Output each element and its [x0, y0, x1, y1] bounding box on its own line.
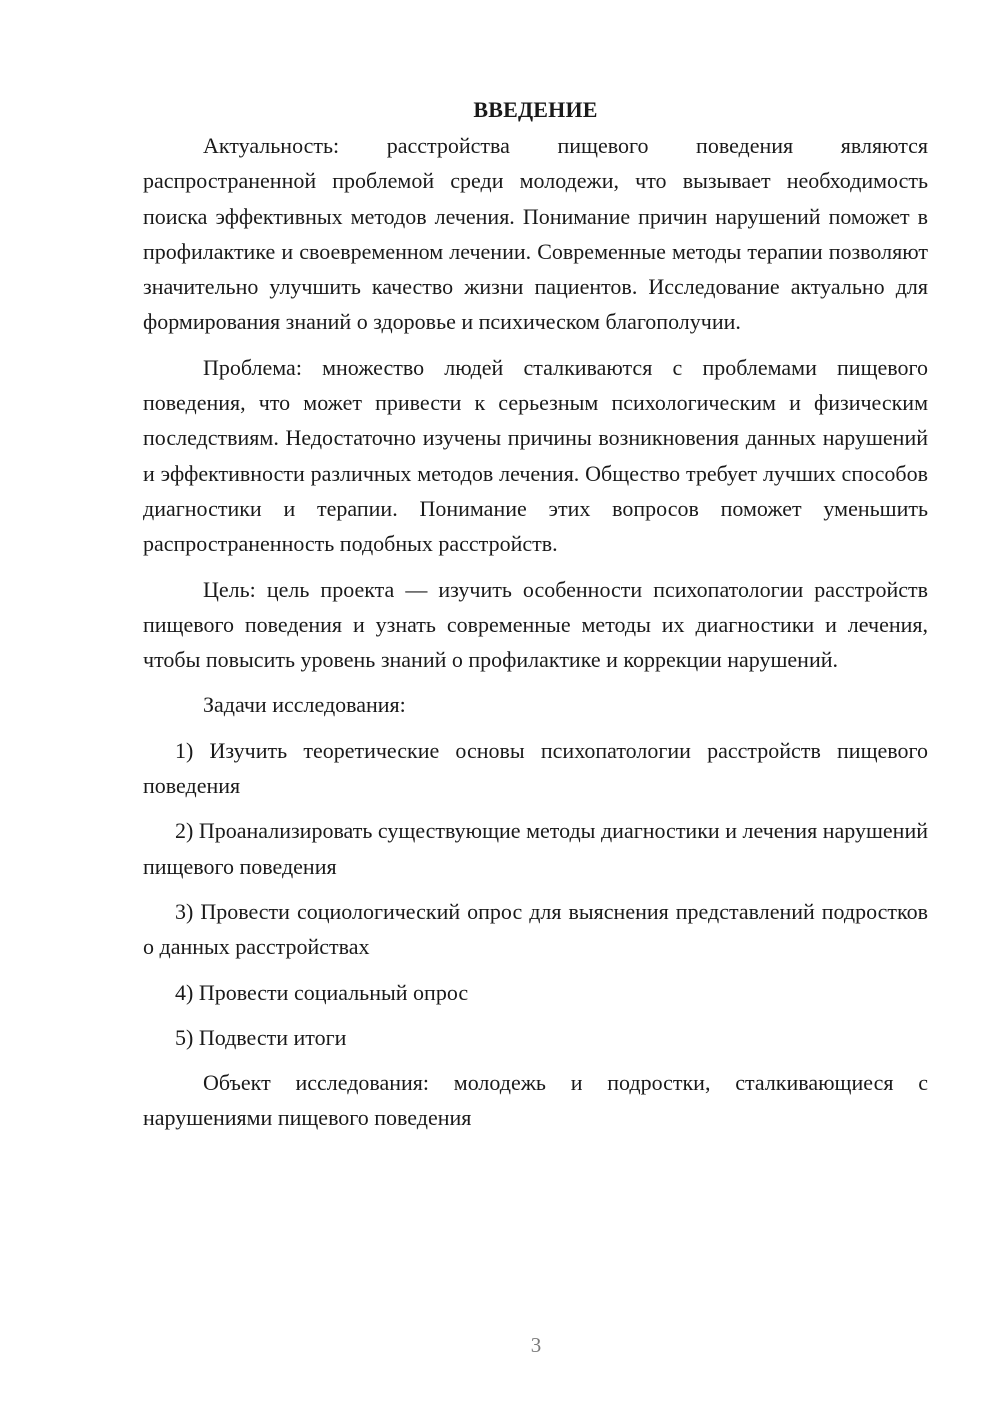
- goal-paragraph: Цель: цель проекта — изучить особенности психопатологии расстройств пищевого поведения и узнать современные методы их диагностики и лечения, чтобы повысить уровень знаний о профилактике и коррекции нарушений.: [143, 576, 928, 673]
- tasks-heading: Задачи исследования:: [203, 692, 406, 718]
- task-item-3: 3) Провести социологический опрос для выяснения представлений подростков о данных расстройствах: [143, 898, 928, 960]
- relevance-paragraph: Актуальность: расстройства пищевого поведения являются распространенной проблемой среди молодежи, что вызывает необходимость поиска эффективных методов лечения. Понимание причин нарушений поможет в профилактике и своевременном лечении. Современные методы терапии позволяют значительно улучшить качество жизни пациентов. Исследование актуально для формирования знаний о здоровье и психическом благополучии.: [143, 133, 928, 335]
- page-title: ВВЕДЕНИЕ: [473, 97, 598, 122]
- document-page: [143, 92, 928, 1146]
- task-item-4: 4) Провести социальный опрос: [175, 979, 469, 1005]
- task-item-5: 5) Подвести итоги: [175, 1024, 347, 1050]
- tasks-list: [143, 733, 928, 1055]
- object-paragraph: Объект исследования: молодежь и подростки, сталкивающиеся с нарушениями пищевого поведения: [143, 1070, 928, 1131]
- page-number: 3: [530, 1333, 542, 1357]
- problem-paragraph: Проблема: множество людей сталкиваются с проблемами пищевого поведения, что может привести к серьезным психологическим и физическим последствиям. Недостаточно изучены причины возникновения данных нарушений и эффективности различных методов лечения. Общество требует лучших способов диагностики и терапии. Понимание этих вопросов поможет уменьшить распространенность подобных расстройств.: [143, 354, 928, 557]
- task-item-1: 1) Изучить теоретические основы психопатологии расстройств пищевого поведения: [143, 737, 928, 799]
- task-item-2: 2) Проанализировать существующие методы диагностики и лечения нарушений пищевого поведения: [143, 818, 928, 879]
